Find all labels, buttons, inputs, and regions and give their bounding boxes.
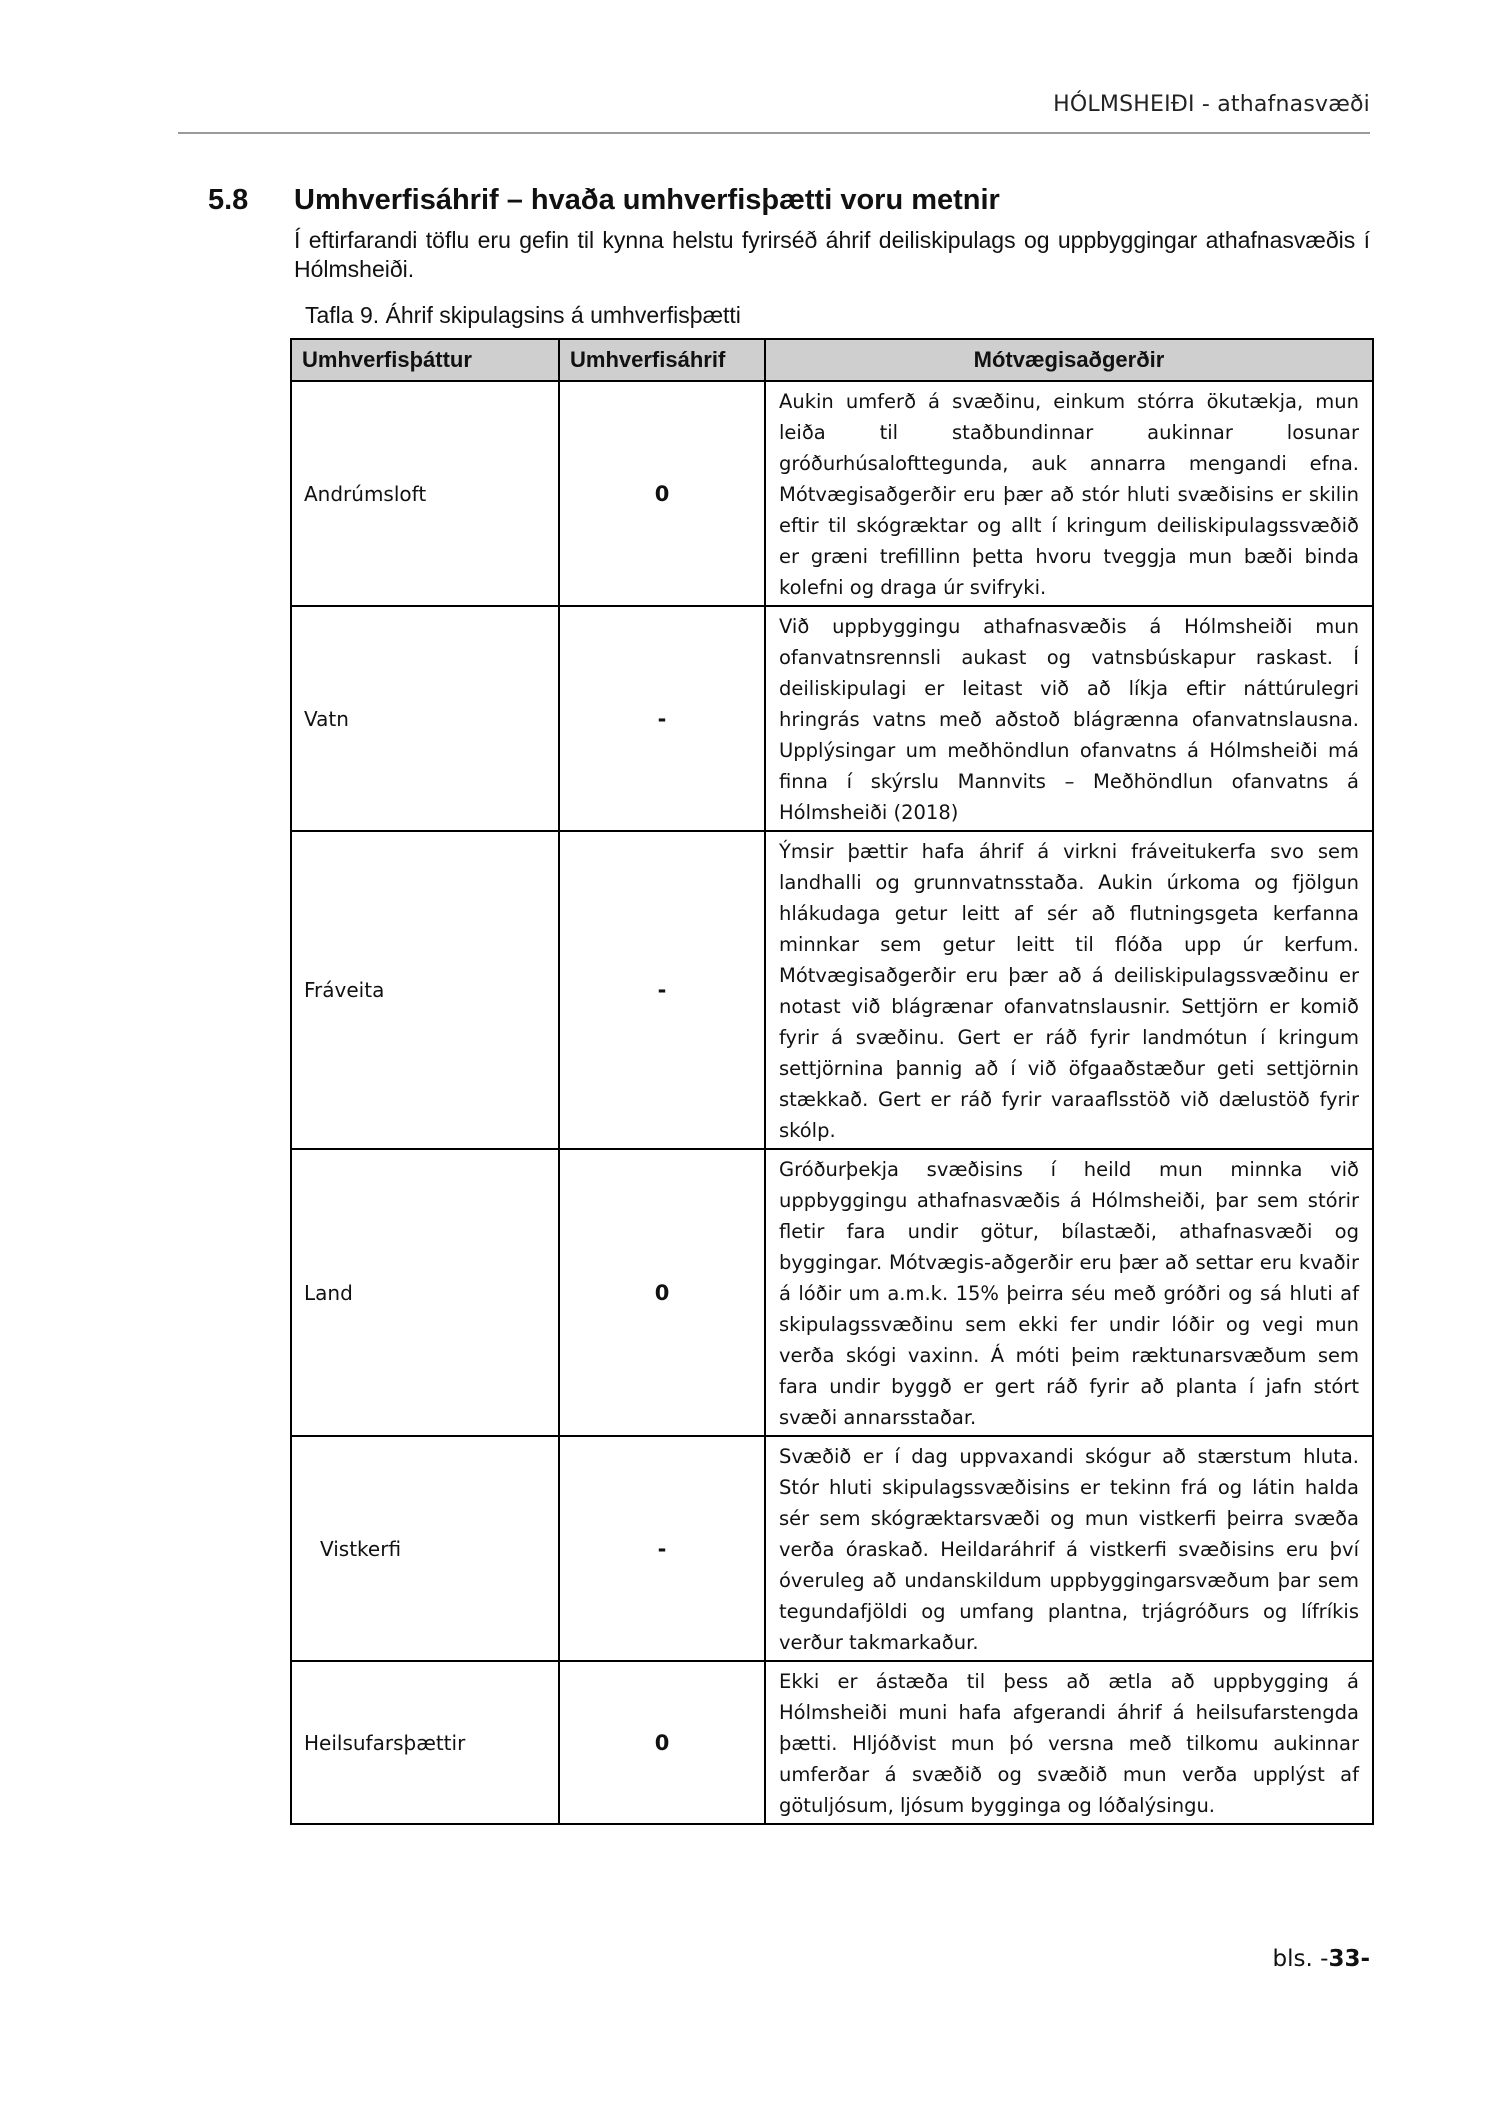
row-impact: 0 xyxy=(559,381,765,606)
row-factor: Vistkerfi xyxy=(291,1436,559,1661)
table-header-row xyxy=(291,339,1373,381)
table-row xyxy=(291,1436,1373,1661)
page-number xyxy=(1273,1946,1370,1972)
impact-table xyxy=(290,338,1374,1825)
table-row xyxy=(291,381,1373,606)
page-prefix: bls. - xyxy=(1272,1946,1329,1972)
page-number-value: 33 xyxy=(1328,1946,1361,1972)
row-mitigation: Aukin umferð á svæðinu, einkum stórra ökutækja, mun leiða til staðbundinnar aukinnar losunar gróðurhúsalofttegunda, auk annarra mengandi efna. Mótvægisaðgerðir eru þær að stór hluti svæðisins er skilin eftir til skógræktar og allt í kringum deiliskipulagssvæðið er græni trefillinn þetta hvoru tveggja mun bæði binda kolefni og draga úr svifryki. xyxy=(765,381,1373,606)
row-mitigation: Ekki er ástæða til þess að ætla að uppbygging á Hólmsheiði muni hafa afgerandi áhrif á heilsufarstengda þætti. Hljóðvist mun þó versna með tilkomu aukinnar umferðar á svæðið og svæðið mun verða upplýst af götuljósum, ljósum bygginga og lóðalýsingu. xyxy=(765,1661,1373,1824)
row-impact: 0 xyxy=(559,1661,765,1824)
table-caption: Tafla 9. Áhrif skipulagsins á umhverfisþætti xyxy=(305,302,741,328)
header-impact: Umhverfisáhrif xyxy=(559,339,765,381)
table-row xyxy=(291,1661,1373,1824)
page-header xyxy=(178,88,1370,134)
row-mitigation: Svæðið er í dag uppvaxandi skógur að stærstum hluta. Stór hluti skipulagssvæðisins er tekinn frá og látin halda sér sem skógræktarsvæði og mun vistkerfi þeirra svæða verða óraskað. Heildaráhrif á vistkerfi svæðisins eru því óveruleg að undanskildum uppbyggingarsvæðum þar sem tegundafjöldi og umfang plantna, trjágróðurs og lífríkis verður takmarkaður. xyxy=(765,1436,1373,1661)
section-title: Umhverfisáhrif – hvaða umhverfisþætti voru metnir xyxy=(294,184,1000,216)
row-factor: Vatn xyxy=(291,606,559,831)
row-mitigation: Ýmsir þættir hafa áhrif á virkni fráveitukerfa svo sem landhalli og grunnvatnsstaða. Aukin úrkoma og fjölgun hlákudaga getur leitt af sér að flutningsgeta kerfanna minnkar sem getur leitt til flóða upp úr kerfum. Mótvægisaðgerðir eru þær að á deiliskipulagssvæðinu er notast við blágrænar ofanvatnslausnir. Settjörn er komið fyrir á svæðinu. Gert er ráð fyrir landmótun í kringum settjörnina þannig að í við öfgaaðstæður geti settjörnin stækkað. Gert er ráð fyrir varaaflsstöð við dælustöð fyrir skólp. xyxy=(765,831,1373,1149)
row-mitigation: Við uppbyggingu athafnasvæðis á Hólmsheiði mun ofanvatnsrennsli aukast og vatnsbúskapur raskast. Í deiliskipulagi er leitast við að líkja eftir náttúrulegri hringrás vatns með aðstoð blágrænna ofanvatnslausna. Upplýsingar um meðhöndlun ofanvatns á Hólmsheiði má finna í skýrslu Mannvits – Meðhöndlun ofanvatns á Hólmsheiði (2018) xyxy=(765,606,1373,831)
row-factor: Andrúmsloft xyxy=(291,381,559,606)
header-title: HÓLMSHEIÐI - athafnasvæði xyxy=(1053,92,1370,117)
row-factor: Land xyxy=(291,1149,559,1436)
table-row xyxy=(291,831,1373,1149)
table-row xyxy=(291,606,1373,831)
section-intro: Í eftirfarandi töflu eru gefin til kynna helstu fyrirséð áhrif deiliskipulags og uppbyggingar athafnasvæðis í Hólmsheiði. xyxy=(294,227,1370,282)
row-impact: - xyxy=(559,831,765,1149)
table-row xyxy=(291,1149,1373,1436)
row-impact: 0 xyxy=(559,1149,765,1436)
row-factor: Heilsufarsþættir xyxy=(291,1661,559,1824)
row-mitigation: Gróðurþekja svæðisins í heild mun minnka við uppbyggingu athafnasvæðis á Hólmsheiði, þar sem stórir fletir fara undir götur, bílastæði, athafnasvæði og byggingar. Mótvægis-aðgerðir eru þær að settar eru kvaðir á lóðir um a.m.k. 15% þeirra séu með gróðri og sá hluti af skipulagssvæðinu sem ekki fer undir lóðir og vegi mun verða skógi vaxinn. Á móti þeim ræktunarsvæðum sem fara undir byggð er gert ráð fyrir að planta í jafn stórt svæði annarsstaðar. xyxy=(765,1149,1373,1436)
row-impact: - xyxy=(559,606,765,831)
header-mitigation: Mótvægisaðgerðir xyxy=(765,339,1373,381)
row-impact: - xyxy=(559,1436,765,1661)
section-number: 5.8 xyxy=(208,184,249,216)
page-suffix: - xyxy=(1360,1946,1370,1972)
header-factor: Umhverfisþáttur xyxy=(291,339,559,381)
row-factor: Fráveita xyxy=(291,831,559,1149)
